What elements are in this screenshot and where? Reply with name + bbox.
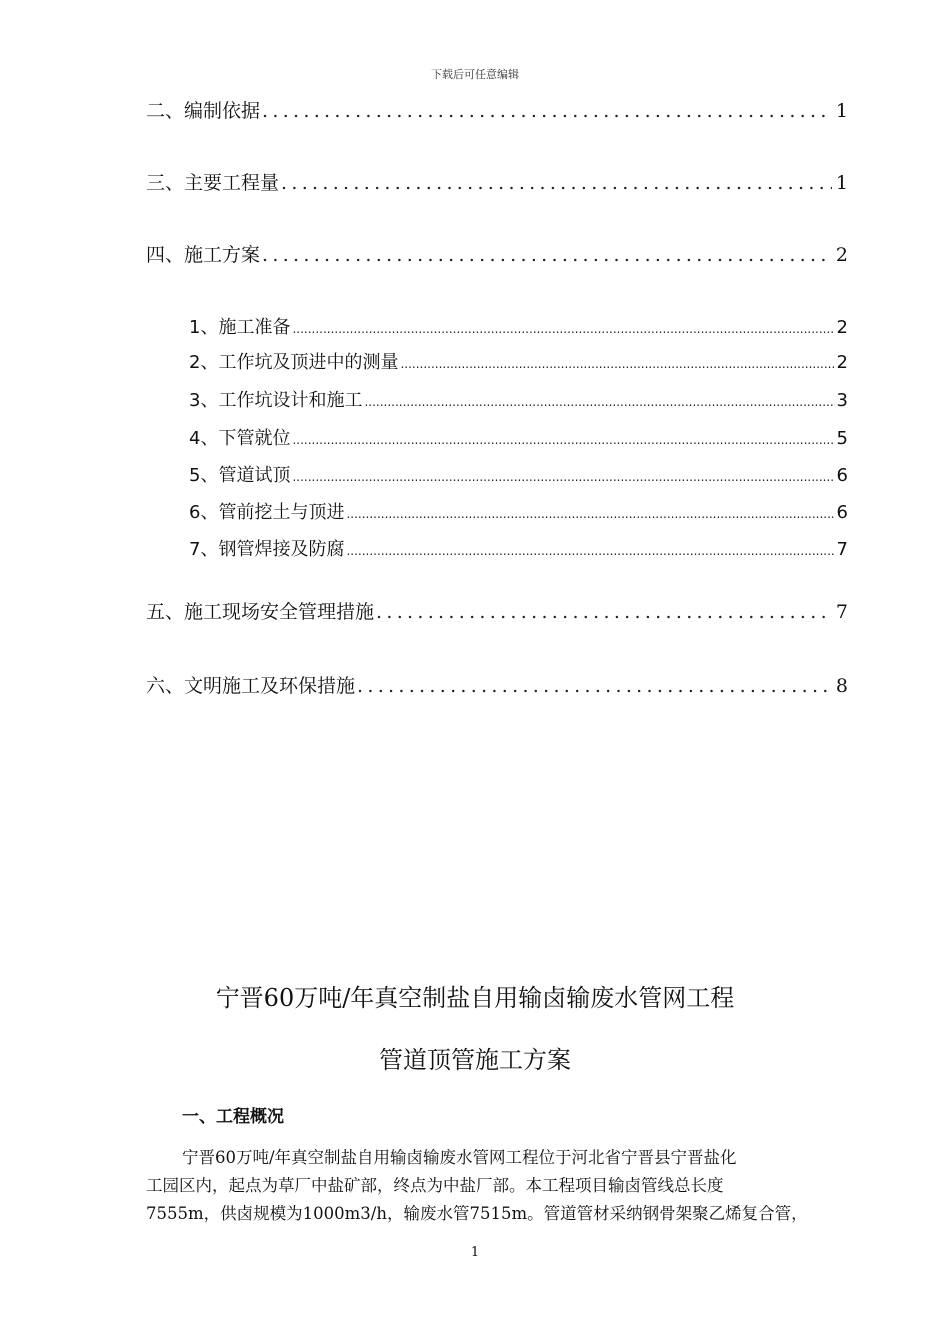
toc-subentry-label: 5、管道试顶 xyxy=(189,465,291,486)
toc-page-number: 2 xyxy=(835,244,848,266)
paragraph-line: 7555m，供卤规模为1000m3/h，输废水管7515m。管道管材采纳钢骨架聚乙烯复合管， xyxy=(146,1204,808,1223)
toc-leader-dots xyxy=(364,395,834,409)
toc-leader-dots xyxy=(262,244,832,266)
toc-subentry-label: 1、施工准备 xyxy=(189,317,291,338)
toc-subentry-label: 7、钢管焊接及防腐 xyxy=(189,539,345,560)
toc-leader-dots xyxy=(376,601,832,623)
toc-subentry-label: 4、下管就位 xyxy=(189,428,291,449)
toc-leader-dots xyxy=(357,675,832,697)
toc-leader-dots xyxy=(262,100,832,122)
toc-subentry-trial-jacking[interactable] xyxy=(189,461,848,485)
toc-page-number: 2 xyxy=(836,317,848,338)
toc-leader-dots xyxy=(292,322,834,336)
toc-page-number: 7 xyxy=(835,601,848,623)
toc-subentry-pit-design[interactable] xyxy=(189,386,848,410)
toc-entry-basis[interactable] xyxy=(146,96,848,122)
toc-page-number: 3 xyxy=(836,390,848,411)
toc-entry-label: 六、文明施工及环保措施 xyxy=(146,675,356,697)
toc-subentry-label: 2、工作坑及顶进中的测量 xyxy=(189,352,399,373)
toc-leader-dots xyxy=(281,172,832,194)
toc-page-number: 7 xyxy=(836,539,848,560)
toc-leader-dots xyxy=(400,357,834,371)
toc-leader-dots xyxy=(346,544,834,558)
toc-subentry-pipe-placement[interactable] xyxy=(189,424,848,448)
toc-entry-label: 五、施工现场安全管理措施 xyxy=(146,601,375,623)
toc-page-number: 6 xyxy=(836,502,848,523)
toc-page-number: 1 xyxy=(835,100,848,122)
section-heading: 一、工程概况 xyxy=(182,1107,284,1127)
toc-page-number: 6 xyxy=(836,465,848,486)
toc-page-number: 5 xyxy=(836,428,848,449)
toc-leader-dots xyxy=(292,470,834,484)
paragraph-line: 工园区内，起点为草厂中盐矿部，终点为中盐厂部。本工程项目输卤管线总长度 xyxy=(146,1176,724,1195)
toc-entry-plan[interactable] xyxy=(146,240,848,266)
page-number: 1 xyxy=(470,1245,480,1260)
toc-subentry-preparation[interactable] xyxy=(189,313,848,337)
toc-subentry-label: 3、工作坑设计和施工 xyxy=(189,390,363,411)
toc-leader-dots xyxy=(346,507,834,521)
toc-page-number: 8 xyxy=(835,675,848,697)
toc-entry-quantities[interactable] xyxy=(146,168,848,194)
toc-subentry-measurement[interactable] xyxy=(189,348,848,372)
header-note: 下载后可任意编辑 xyxy=(431,68,519,81)
toc-subentry-label: 6、管前挖土与顶进 xyxy=(189,502,345,523)
toc-page-number: 1 xyxy=(835,172,848,194)
toc-subentry-excavation[interactable] xyxy=(189,498,848,522)
toc-entry-environment[interactable] xyxy=(146,671,848,697)
toc-entry-safety[interactable] xyxy=(146,597,848,623)
toc-entry-label: 二、编制依据 xyxy=(146,100,261,122)
toc-entry-label: 四、施工方案 xyxy=(146,244,261,266)
document-title: 宁晋60万吨/年真空制盐自用输卤输废水管网工程 xyxy=(215,984,735,1012)
toc-page-number: 2 xyxy=(836,352,848,373)
toc-subentry-welding[interactable] xyxy=(189,535,848,559)
document-subtitle: 管道顶管施工方案 xyxy=(379,1046,571,1074)
toc-entry-label: 三、主要工程量 xyxy=(146,172,280,194)
toc-leader-dots xyxy=(292,433,834,447)
paragraph-line: 宁晋60万吨/年真空制盐自用输卤输废水管网工程位于河北省宁晋县宁晋盐化 xyxy=(182,1148,737,1167)
